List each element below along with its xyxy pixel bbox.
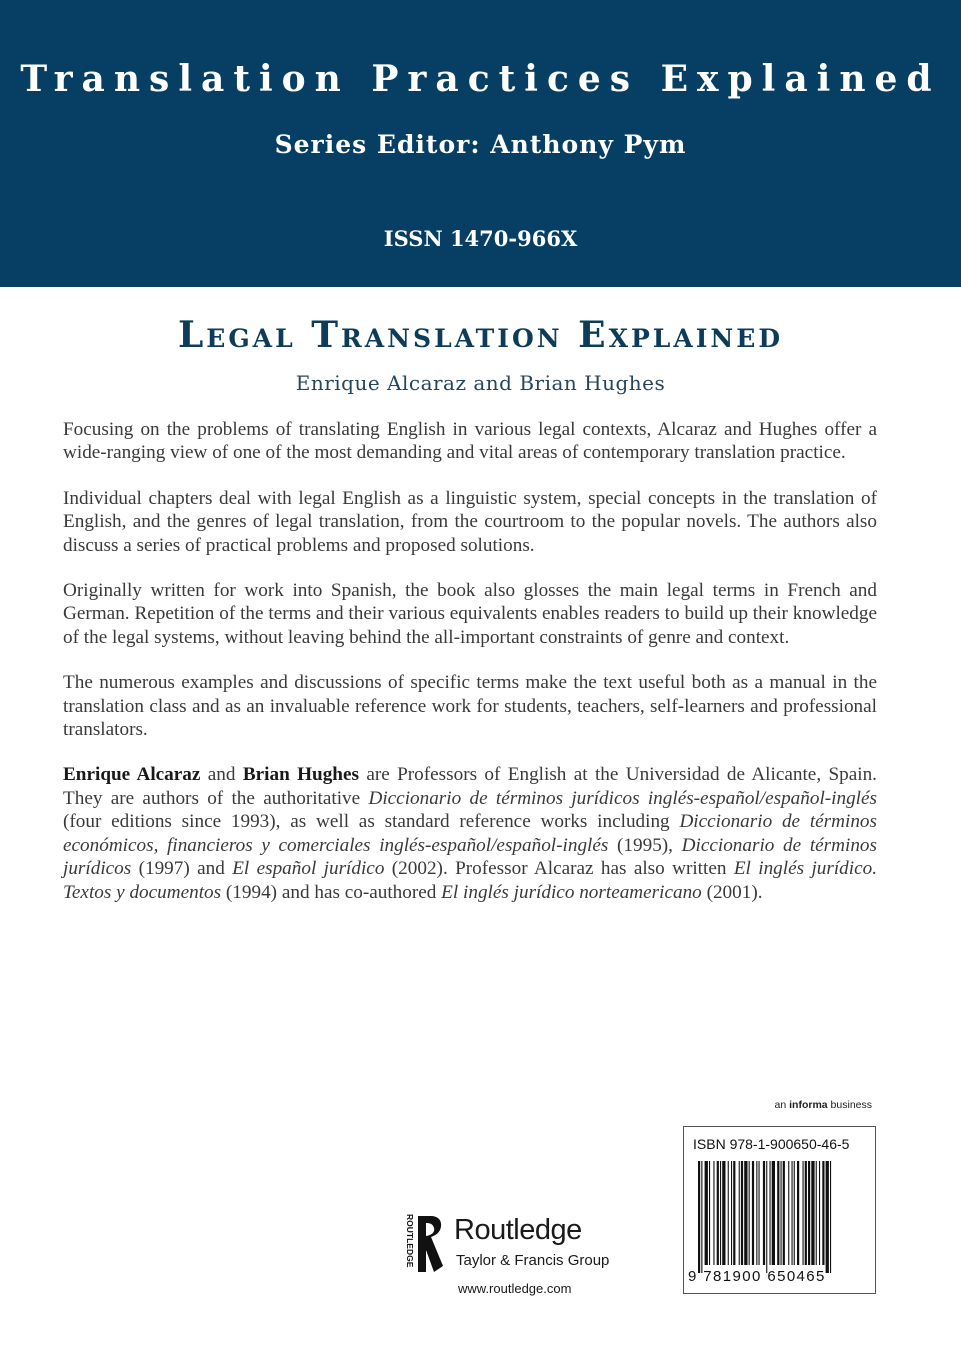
informa-post: business bbox=[827, 1099, 872, 1111]
barcode-bar bbox=[777, 1161, 779, 1265]
barcode-bar bbox=[759, 1161, 760, 1265]
bio-work-title: El inglés jurídico norteamericano bbox=[441, 881, 702, 903]
series-title: Translation Practices Explained bbox=[20, 58, 941, 100]
bio-text: (2002). Professor Alcaraz has also written bbox=[384, 858, 734, 880]
barcode-bar bbox=[781, 1161, 782, 1265]
bio-text: (2001). bbox=[701, 881, 763, 903]
barcode-bar bbox=[731, 1161, 732, 1265]
bio-author-2: Brian Hughes bbox=[242, 764, 359, 786]
barcode-bar bbox=[811, 1161, 814, 1265]
barcode-bar bbox=[763, 1161, 765, 1265]
publisher-group: Taylor & Francis Group bbox=[456, 1252, 610, 1269]
barcode-bar bbox=[766, 1161, 767, 1273]
bio-work-title: El español jurídico bbox=[232, 858, 385, 880]
bio-text: (1994) and has co-authored bbox=[221, 881, 442, 903]
barcode-bar bbox=[705, 1161, 708, 1265]
barcode-bar bbox=[701, 1161, 702, 1273]
barcode-bar bbox=[722, 1161, 725, 1265]
informa-pre: an bbox=[774, 1099, 790, 1111]
bio-text: (four editions since 1993), as well as standard reference works including bbox=[63, 811, 680, 833]
bio-text: (1995), bbox=[608, 834, 682, 856]
barcode-bar bbox=[805, 1161, 807, 1265]
barcode-box bbox=[683, 1126, 876, 1294]
bio-work-title: Diccionario de términos jurídicos bbox=[63, 834, 877, 880]
barcode-bar bbox=[713, 1161, 714, 1265]
bio-work-title: Diccionario de términos jurídicos inglés-español/español-inglés bbox=[368, 787, 877, 809]
barcode-bar bbox=[772, 1161, 775, 1265]
blurb-paragraph-1: Focusing on the problems of translating English in various legal contexts, Alcaraz and Hughes offer a wide-ranging view of one of the most demanding and vital areas of contemporary translation practice. bbox=[63, 419, 877, 464]
series-issn: ISSN 1470-966X bbox=[383, 226, 578, 251]
bio-work-title: Diccionario de términos económicos, financieros y comerciales inglés-español/español-inglés bbox=[63, 811, 877, 856]
blurb-paragraph-3: Originally written for work into Spanish, the book also glosses the main legal terms in French and German. Repetition of the terms and their various equivalents enables readers to build up their knowledge of the legal systems, without leaving behind the all-important constraints of genre and context. bbox=[63, 580, 877, 648]
barcode-bar bbox=[803, 1161, 804, 1265]
barcode-bar bbox=[808, 1161, 810, 1265]
barcode-bar bbox=[733, 1161, 735, 1265]
barcode-bar bbox=[728, 1161, 729, 1265]
blurb bbox=[63, 418, 877, 926]
barcode-bar bbox=[749, 1161, 750, 1265]
author-bio bbox=[63, 763, 877, 903]
barcode-bar bbox=[819, 1161, 820, 1265]
series-editor: Series Editor: Anthony Pym bbox=[274, 130, 687, 159]
book-title: Legal Translation Explained bbox=[177, 314, 784, 356]
blurb-paragraph-4: The numerous examples and discussions of specific terms make the text useful both as a manual in the translation class and as an invaluable reference work for students, teachers, self-learners and professional translators. bbox=[63, 672, 877, 741]
isbn-number: ISBN 978-1-900650-46-5 bbox=[693, 1136, 850, 1152]
barcode-bar bbox=[794, 1161, 795, 1265]
barcode-icon bbox=[692, 1161, 869, 1273]
blurb-paragraph-2: Individual chapters deal with legal English as a linguistic system, special concepts in the translation of English, and the genres of legal translation, from the courtroom to the popular novels. The authors also discuss a series of practical problems and proposed solutions. bbox=[63, 487, 877, 556]
barcode-bar bbox=[788, 1161, 789, 1265]
informa-brand: informa bbox=[789, 1099, 828, 1111]
barcode-bar bbox=[698, 1161, 700, 1273]
barcode-bar bbox=[830, 1161, 831, 1273]
publisher-url[interactable]: www.routledge.com bbox=[458, 1281, 572, 1296]
book-authors: Enrique Alcaraz and Brian Hughes bbox=[295, 371, 666, 395]
bio-text: and bbox=[200, 764, 243, 786]
bio-text: are Professors of English at the Universidad de Alicante, Spain. They are authors of the authoritative bbox=[63, 764, 877, 809]
barcode-bar bbox=[770, 1161, 771, 1265]
barcode-digits: 9 781900 650465 bbox=[688, 1268, 826, 1285]
barcode-bar bbox=[717, 1161, 719, 1265]
series-banner bbox=[0, 0, 961, 287]
barcode-bar bbox=[797, 1161, 799, 1265]
publisher-name: Routledge bbox=[454, 1214, 582, 1246]
barcode-bar bbox=[744, 1161, 747, 1265]
barcode-bar bbox=[783, 1161, 785, 1265]
routledge-logo-icon bbox=[404, 1212, 448, 1274]
barcode-bar bbox=[752, 1161, 754, 1265]
barcode-bar bbox=[816, 1161, 817, 1265]
barcode-bar bbox=[709, 1161, 710, 1265]
barcode-bar bbox=[741, 1161, 743, 1265]
barcode-bar bbox=[822, 1161, 824, 1265]
barcode-bar bbox=[792, 1161, 793, 1265]
logo-text: ROUTLEDGE bbox=[405, 1214, 415, 1268]
barcode-bar bbox=[739, 1161, 740, 1265]
barcode-bar bbox=[826, 1161, 829, 1273]
publisher-block bbox=[404, 1212, 644, 1302]
informa-tagline bbox=[700, 1099, 872, 1111]
barcode-bar bbox=[720, 1161, 721, 1265]
bio-work-title: El inglés jurídico. Textos y documentos bbox=[63, 858, 877, 903]
barcode-bar bbox=[756, 1161, 757, 1265]
bio-text: (1997) and bbox=[131, 858, 233, 880]
bio-author-1: Enrique Alcaraz bbox=[63, 764, 201, 786]
